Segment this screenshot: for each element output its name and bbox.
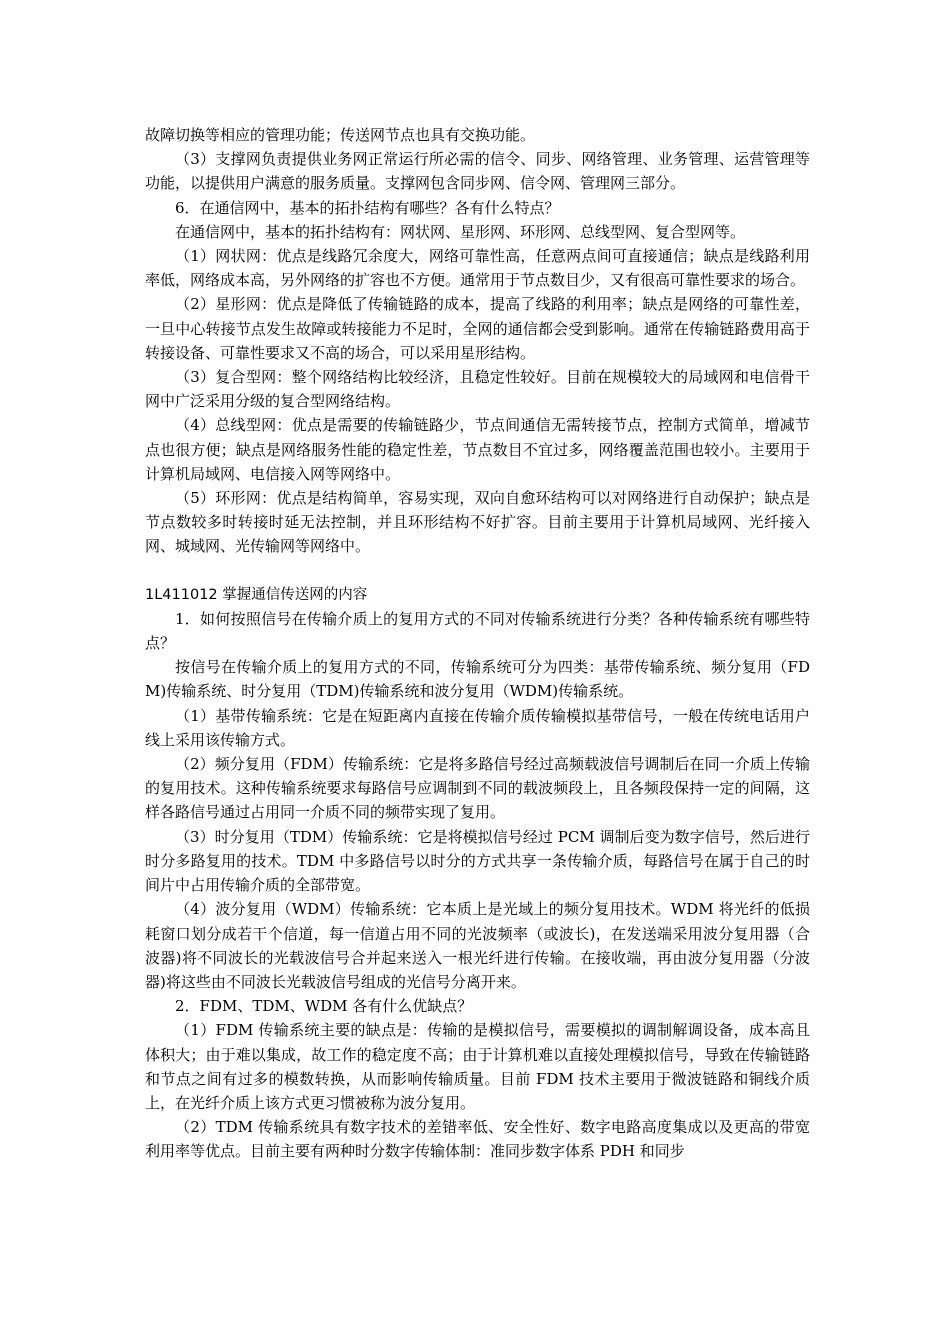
- paragraph-fdm-system: （2）频分复用（FDM）传输系统：它是将多路信号经过高频载波信号调制后在同一介质上传输的复用技术。这种传输系统要求每路信号应调制到不同的载波频段上，且各频段保持一定的间隔，这样各路信号通过占用同一介质不同的频带实现了复用。: [145, 755, 810, 822]
- answer-topology-intro: 在通信网中，基本的拓扑结构有：网状网、星形网、环形网、总线型网、复合型网等。: [175, 222, 746, 241]
- section-spacer: [145, 559, 810, 583]
- paragraph-mesh-network: （1）网状网：优点是线路冗余度大，网络可靠性高，任意两点间可直接通信；缺点是线路利用率低，网络成本高，另外网络的扩容也不方便。通常用于节点数目少，又有很高可靠性要求的场合。: [145, 247, 810, 290]
- paragraph-baseband-system: （1）基带传输系统：它是在短距离内直接在传输介质传输模拟基带信号，一般在传统电话用户线上采用该传输方式。: [145, 706, 810, 749]
- paragraph-fdm-drawbacks: （1）FDM 传输系统主要的缺点是：传输的是模拟信号，需要模拟的调制解调设备，成本高且体积大；由于难以集成，故工作的稳定度不高；由于计算机难以直接处理模拟信号，导致在传输链路和节点之间有过多的模数转换，从而影响传输质量。目前 FDM 技术主要用于微波链路和铜线介质上，在光纤介质上该方式更习惯被称为波分复用。: [145, 1021, 810, 1112]
- question-transmission-classification: 1．如何按照信号在传输介质上的复用方式的不同对传输系统进行分类？各种传输系统有哪些特点？: [145, 609, 810, 653]
- paragraph-hybrid-network: （3）复合型网：整个网络结构比较经济，且稳定性较好。目前在规模较大的局域网和电信骨干网中广泛采用分级的复合型网络结构。: [145, 368, 810, 411]
- paragraph-wdm-system: （4）波分复用（WDM）传输系统：它本质上是光域上的频分复用技术。WDM 将光纤的低损耗窗口划分成若干个信道，每一信道占用不同的光波频率（或波长)，在发送端采用波分复用器（合波器)将不同波长的光载波信号合并起来送入一根光纤进行传输。在接收端，再由波分复用器（分波器)将这些由不同波长光载波信号组成的光信号分离开来。: [145, 900, 810, 991]
- paragraph-bus-network: （4）总线型网：优点是需要的传输链路少，节点间通信无需转接节点，控制方式简单，增减节点也很方便；缺点是网络服务性能的稳定性差，节点数目不宜过多，网络覆盖范围也较小。主要用于计算机局域网、电信接入网等网络中。: [145, 416, 810, 483]
- paragraph-tdm-advantages: （2）TDM 传输系统具有数字技术的差错率低、安全性好、数字电路高度集成以及更高的带宽利用率等优点。目前主要有两种时分数字传输体制：准同步数字体系 PDH 和同步: [145, 1118, 810, 1161]
- paragraph-support-network: （3）支撑网负责提供业务网正常运行所必需的信令、同步、网络管理、业务管理、运营管理等功能，以提供用户满意的服务质量。支撑网包含同步网、信令网、管理网三部分。: [145, 150, 810, 193]
- document-body: [145, 123, 810, 1164]
- paragraph-ring-network: （5）环形网：优点是结构简单，容易实现，双向自愈环结构可以对网络进行自动保护；缺点是节点数较多时转接时延无法控制，并且环形结构不好扩容。目前主要用于计算机局域网、光纤接入网、城域网、光传输网等网络中。: [145, 489, 810, 556]
- answer-transmission-classification: 按信号在传输介质上的复用方式的不同，传输系统可分为四类：基带传输系统、频分复用（FDM)传输系统、时分复用（TDM)传输系统和波分复用（WDM)传输系统。: [145, 658, 810, 701]
- section-heading: 1L411012 掌握通信传送网的内容: [145, 586, 368, 603]
- paragraph-network-node-function: 故障切换等相应的管理功能；传送网节点也具有交换功能。: [145, 126, 536, 144]
- paragraph-star-network: （2）星形网：优点是降低了传输链路的成本，提高了线路的利用率；缺点是网络的可靠性差，一旦中心转接节点发生故障或转接能力不足时，全网的通信都会受到影响。通常在传输链路费用高于转接设备、可靠性要求又不高的场合，可以采用星形结构。: [145, 295, 810, 362]
- question-topology: 6．在通信网中，基本的拓扑结构有哪些？各有什么特点？: [175, 198, 560, 217]
- question-multiplexing-pros-cons: 2．FDM、TDM、WDM 各有什么优缺点？: [175, 997, 473, 1016]
- paragraph-tdm-system: （3）时分复用（TDM）传输系统：它是将模拟信号经过 PCM 调制后变为数字信号，然后进行时分多路复用的技术。TDM 中多路信号以时分的方式共享一条传输介质，每路信号在属于自己的时间片中占用传输介质的全部带宽。: [145, 827, 810, 895]
